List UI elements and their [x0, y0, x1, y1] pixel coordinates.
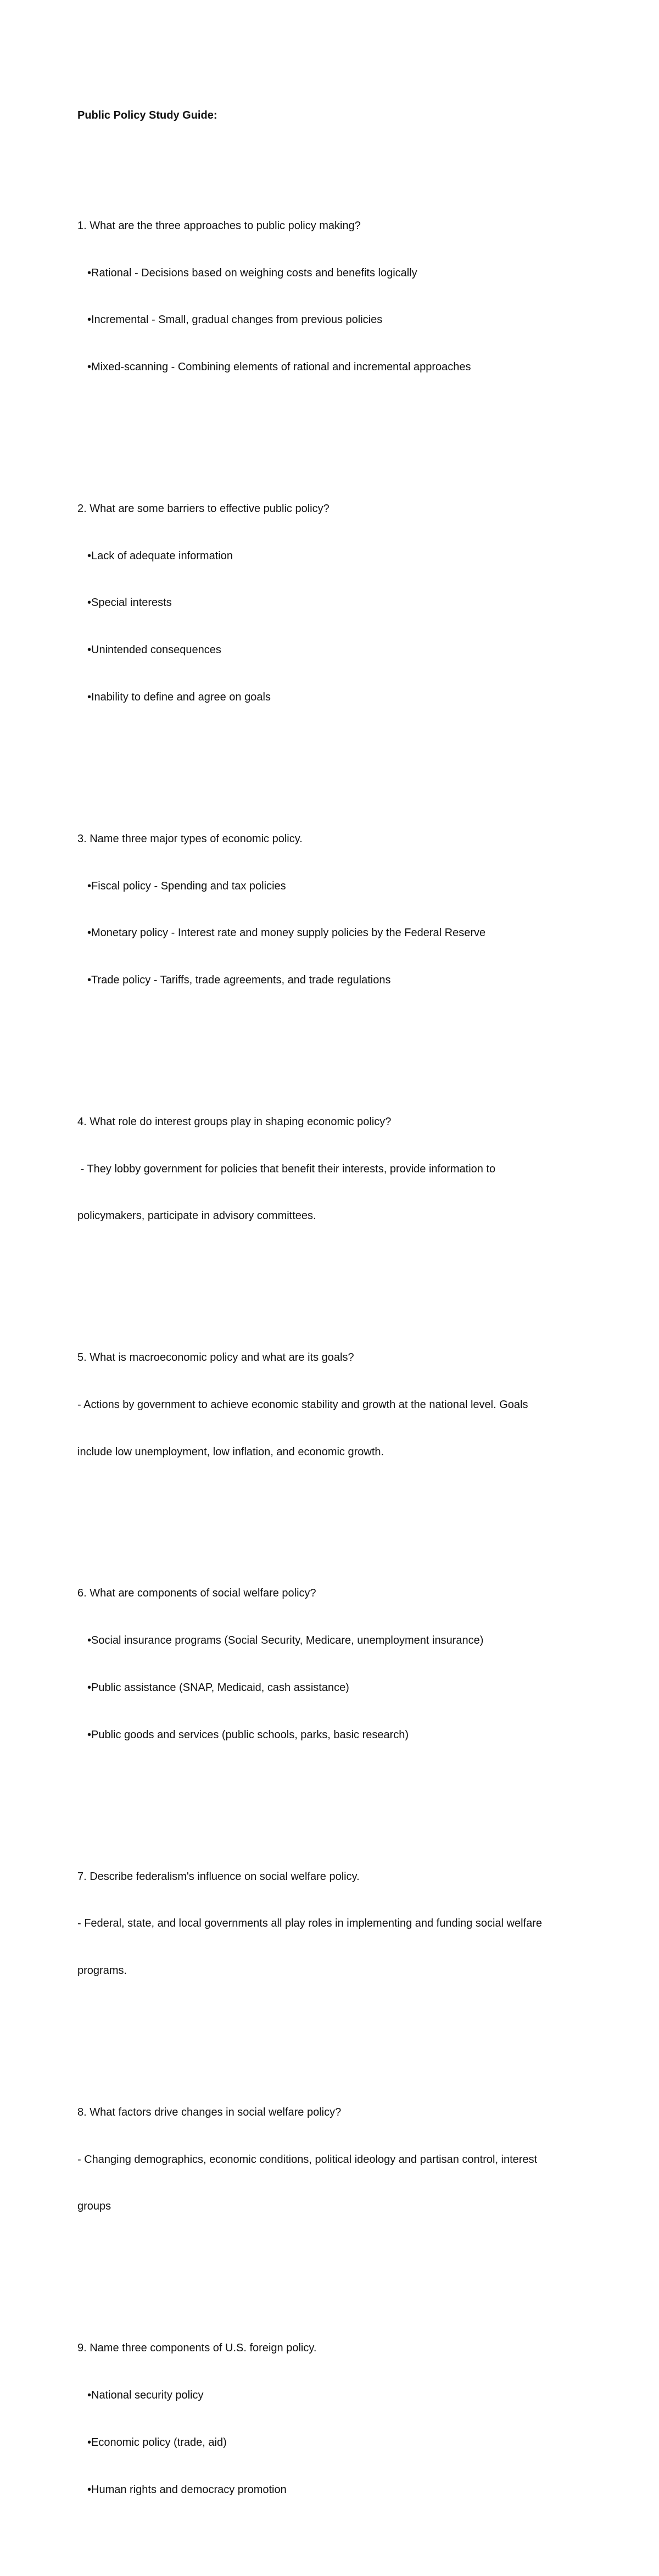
answer-line: programs.	[77, 1965, 127, 1977]
answer-line: include low unemployment, low inflation, and economic growth.	[77, 1445, 384, 1458]
answer-line: •Trade policy - Tariffs, trade agreements, and trade regulations	[87, 974, 391, 987]
section-6	[77, 1554, 594, 1774]
answer-line: - Changing demographics, economic conditions, political ideology and partisan control, interest	[77, 2153, 538, 2166]
answer-line: •Mixed-scanning - Combining elements of rational and incremental approaches	[87, 361, 471, 374]
question-6: 6. What are components of social welfare policy?	[77, 1587, 316, 1600]
question-2: 2. What are some barriers to effective public policy?	[77, 502, 330, 515]
section-8	[77, 2073, 594, 2246]
answer-line: •Incremental - Small, gradual changes from previous policies	[87, 314, 383, 326]
question-5: 5. What is macroeconomic policy and what are its goals?	[77, 1351, 354, 1364]
answer-line: •National security policy	[87, 2389, 204, 2401]
answer-line: - They lobby government for policies that benefit their interests, provide information to	[77, 1162, 496, 1175]
section-4	[77, 1083, 594, 1256]
question-4: 4. What role do interest groups play in shaping economic policy?	[77, 1115, 392, 1128]
study-guide-content	[77, 76, 594, 2576]
section-1	[77, 187, 594, 407]
section-9	[77, 2309, 594, 2529]
answer-line: •Fiscal policy - Spending and tax policies	[87, 880, 286, 892]
answer-line: - Federal, state, and local governments all play roles in implementing and funding social welfare	[77, 1917, 543, 1930]
question-3: 3. Name three major types of economic policy.	[77, 832, 303, 845]
answer-line: policymakers, participate in advisory committees.	[77, 1210, 316, 1222]
question-9: 9. Name three components of U.S. foreign policy.	[77, 2342, 317, 2355]
answer-line: •Social insurance programs (Social Security, Medicare, unemployment insurance)	[87, 1634, 484, 1647]
answer-line: •Unintended consequences	[87, 644, 221, 656]
answer-line: •Economic policy (trade, aid)	[87, 2436, 227, 2449]
answer-line: - Actions by government to achieve economic stability and growth at the national level. Goals	[77, 1398, 528, 1411]
answer-line: •Public assistance (SNAP, Medicaid, cash assistance)	[87, 1682, 349, 1694]
answer-line: •Lack of adequate information	[87, 549, 233, 562]
answer-line: •Special interests	[87, 597, 172, 609]
question-7: 7. Describe federalism's influence on social welfare policy.	[77, 1870, 360, 1883]
section-7	[77, 1837, 594, 2010]
answer-line: •Public goods and services (public schools, parks, basic research)	[87, 1728, 409, 1741]
document-title: Public Policy Study Guide:	[77, 109, 217, 122]
section-5	[77, 1318, 594, 1492]
answer-line: groups	[77, 2200, 111, 2213]
answer-line: •Inability to define and agree on goals	[87, 691, 271, 703]
answer-line: •Rational - Decisions based on weighing costs and benefits logically	[87, 266, 417, 279]
answer-line: •Monetary policy - Interest rate and money supply policies by the Federal Reserve	[87, 927, 486, 939]
question-1: 1. What are the three approaches to public policy making?	[77, 219, 361, 232]
answer-line: •Human rights and democracy promotion	[87, 2483, 287, 2496]
section-2	[77, 470, 594, 737]
question-8: 8. What factors drive changes in social welfare policy?	[77, 2106, 342, 2118]
section-3	[77, 800, 594, 1020]
